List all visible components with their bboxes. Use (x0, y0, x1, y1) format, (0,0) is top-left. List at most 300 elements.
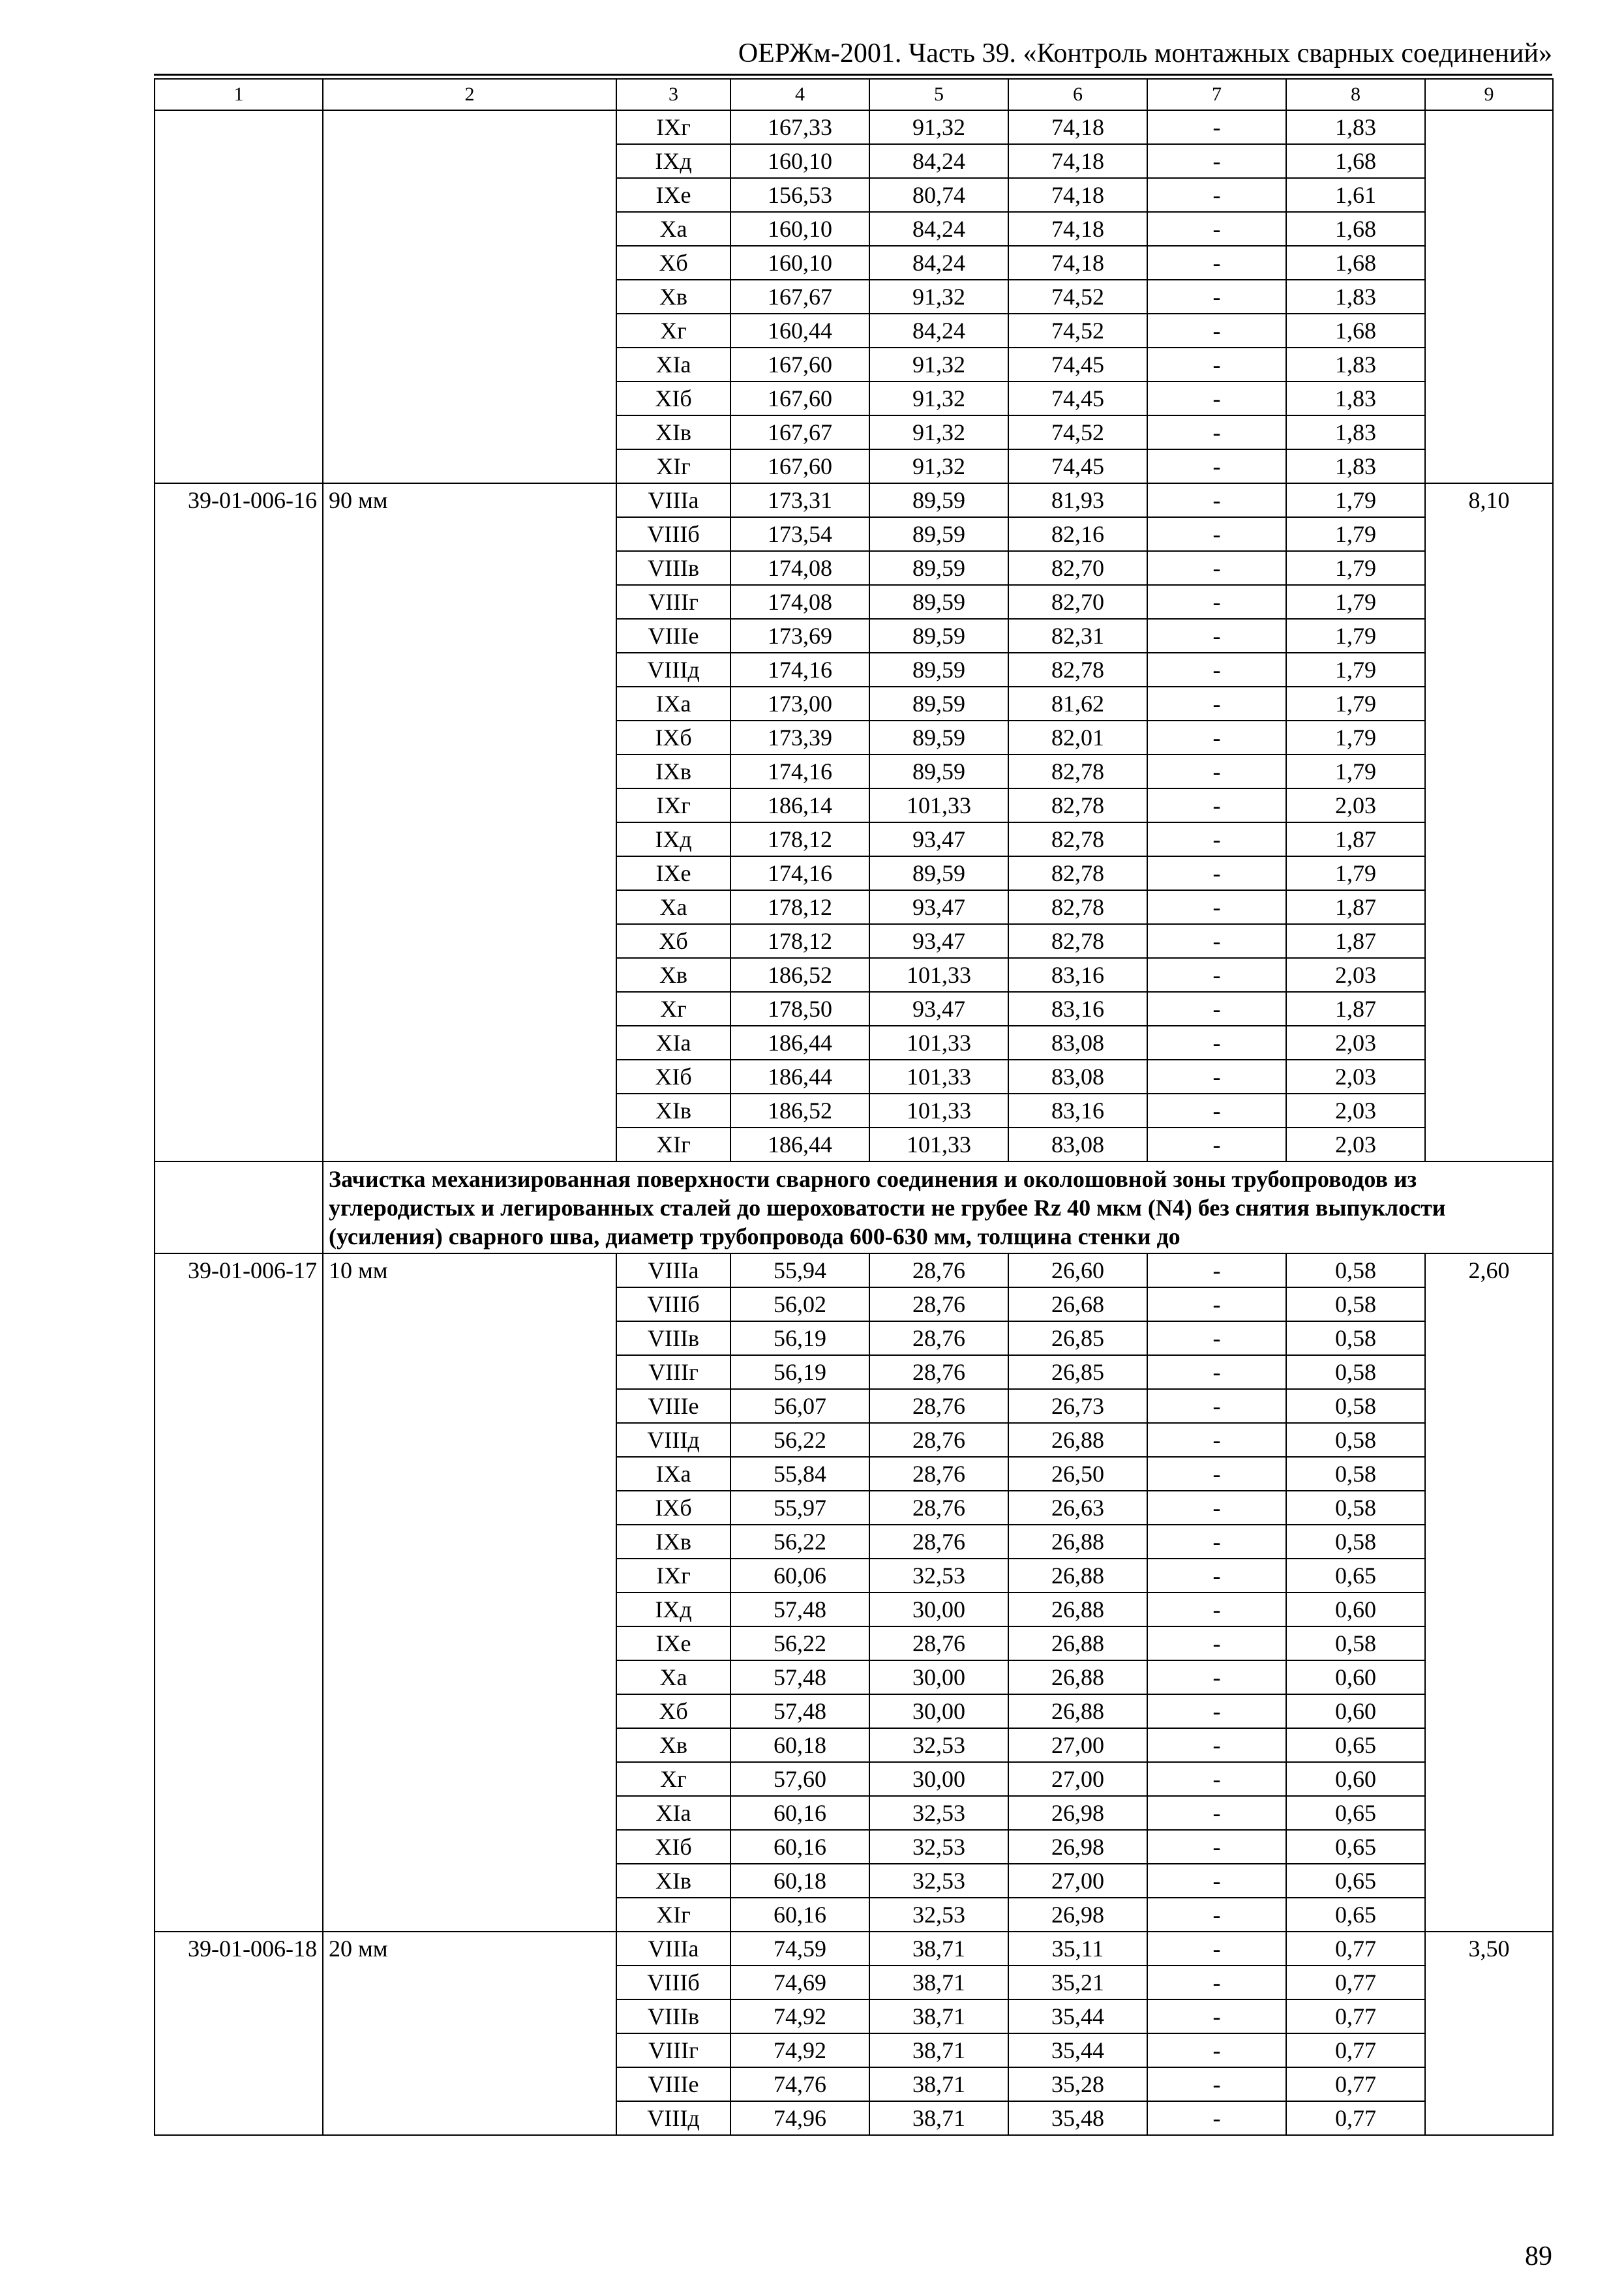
resource-group-cell: IXг (616, 788, 730, 822)
wage-cell: 38,71 (869, 1966, 1008, 1999)
labour-cell: 0,58 (1286, 1457, 1425, 1491)
machine-cost-cell: 74,52 (1008, 280, 1147, 314)
resource-group-cell: VIIIб (616, 1287, 730, 1321)
wage-cell: 30,00 (869, 1762, 1008, 1796)
wage-cell: 101,33 (869, 1094, 1008, 1128)
resource-group-cell: IXв (616, 755, 730, 788)
direct-cost-cell: 74,92 (730, 2033, 869, 2067)
resource-group-cell: VIIIе (616, 1389, 730, 1423)
labour-cell: 0,60 (1286, 1694, 1425, 1728)
wage-cell: 28,76 (869, 1626, 1008, 1660)
machine-cost-cell: 74,18 (1008, 246, 1147, 280)
wage-cell: 28,76 (869, 1321, 1008, 1355)
direct-cost-cell: 174,16 (730, 653, 869, 687)
labour-cell: 0,58 (1286, 1491, 1425, 1525)
machine-cost-cell: 26,88 (1008, 1593, 1147, 1626)
materials-cost-cell: - (1147, 246, 1286, 280)
labour-cell: 2,03 (1286, 1128, 1425, 1161)
column-number: 6 (1008, 79, 1147, 110)
materials-cost-cell: - (1147, 483, 1286, 517)
labour-cell: 1,87 (1286, 992, 1425, 1026)
machine-cost-cell: 82,78 (1008, 788, 1147, 822)
table-row (155, 110, 1553, 144)
machine-cost-cell: 82,78 (1008, 755, 1147, 788)
wage-cell: 84,24 (869, 314, 1008, 348)
labour-cell: 0,58 (1286, 1355, 1425, 1389)
wage-cell: 93,47 (869, 924, 1008, 958)
resource-group-cell: IXа (616, 687, 730, 721)
materials-cost-cell: - (1147, 788, 1286, 822)
machine-cost-cell: 35,28 (1008, 2067, 1147, 2101)
wage-cell: 91,32 (869, 348, 1008, 382)
labour-cell: 1,87 (1286, 924, 1425, 958)
machine-cost-cell: 83,08 (1008, 1128, 1147, 1161)
wage-cell: 89,59 (869, 585, 1008, 619)
direct-cost-cell: 167,67 (730, 415, 869, 449)
machine-cost-cell: 82,78 (1008, 924, 1147, 958)
materials-cost-cell: - (1147, 1389, 1286, 1423)
materials-cost-cell: - (1147, 517, 1286, 551)
wage-cell: 89,59 (869, 755, 1008, 788)
labour-cell: 1,87 (1286, 822, 1425, 856)
resource-group-cell: VIIIв (616, 1321, 730, 1355)
labour-cell: 0,77 (1286, 1999, 1425, 2033)
column-number: 9 (1425, 79, 1553, 110)
direct-cost-cell: 56,22 (730, 1525, 869, 1559)
labour-cell: 0,77 (1286, 1966, 1425, 1999)
labour-cell: 1,68 (1286, 144, 1425, 178)
machine-cost-cell: 82,70 (1008, 585, 1147, 619)
wage-cell: 101,33 (869, 958, 1008, 992)
wage-cell: 91,32 (869, 280, 1008, 314)
labour-cell: 1,83 (1286, 348, 1425, 382)
wage-cell: 38,71 (869, 1932, 1008, 1966)
direct-cost-cell: 56,22 (730, 1626, 869, 1660)
wage-cell: 101,33 (869, 788, 1008, 822)
labour-cell: 0,65 (1286, 1796, 1425, 1830)
wage-cell: 28,76 (869, 1253, 1008, 1287)
direct-cost-cell: 55,84 (730, 1457, 869, 1491)
labour-cell: 1,79 (1286, 517, 1425, 551)
header-rule (154, 74, 1552, 76)
wage-cell: 30,00 (869, 1660, 1008, 1694)
resource-group-cell: Xв (616, 280, 730, 314)
resource-group-cell: XIб (616, 382, 730, 415)
labour-cell: 0,58 (1286, 1287, 1425, 1321)
column-number: 7 (1147, 79, 1286, 110)
direct-cost-cell: 173,69 (730, 619, 869, 653)
wage-cell: 30,00 (869, 1694, 1008, 1728)
resource-group-cell: XIа (616, 348, 730, 382)
direct-cost-cell: 56,19 (730, 1321, 869, 1355)
materials-cost-cell: - (1147, 551, 1286, 585)
machine-cost-cell: 27,00 (1008, 1762, 1147, 1796)
materials-cost-cell: - (1147, 1999, 1286, 2033)
materials-cost-cell: - (1147, 1060, 1286, 1094)
machine-cost-cell: 82,31 (1008, 619, 1147, 653)
direct-cost-cell: 57,60 (730, 1762, 869, 1796)
materials-cost-cell: - (1147, 1796, 1286, 1830)
machine-cost-cell: 82,70 (1008, 551, 1147, 585)
machine-cost-cell: 74,45 (1008, 348, 1147, 382)
resource-group-cell: IXг (616, 1559, 730, 1593)
machine-cost-cell: 26,88 (1008, 1660, 1147, 1694)
labour-cell: 1,79 (1286, 585, 1425, 619)
materials-cost-cell: - (1147, 1694, 1286, 1728)
wage-cell: 84,24 (869, 212, 1008, 246)
wage-cell: 89,59 (869, 687, 1008, 721)
labour-cell: 0,60 (1286, 1593, 1425, 1626)
coefficient: 8,10 (1425, 483, 1553, 1161)
machine-cost-cell: 26,98 (1008, 1796, 1147, 1830)
wage-cell: 28,76 (869, 1423, 1008, 1457)
labour-cell: 1,87 (1286, 890, 1425, 924)
materials-cost-cell: - (1147, 2067, 1286, 2101)
machine-cost-cell: 27,00 (1008, 1864, 1147, 1898)
materials-cost-cell: - (1147, 2033, 1286, 2067)
wage-cell: 28,76 (869, 1457, 1008, 1491)
direct-cost-cell: 186,14 (730, 788, 869, 822)
resource-group-cell: Xа (616, 1660, 730, 1694)
wage-cell: 84,24 (869, 246, 1008, 280)
machine-cost-cell: 83,16 (1008, 992, 1147, 1026)
column-number-row (155, 79, 1553, 110)
labour-cell: 0,58 (1286, 1525, 1425, 1559)
wage-cell: 89,59 (869, 653, 1008, 687)
labour-cell: 1,83 (1286, 382, 1425, 415)
resource-group-cell: Xб (616, 246, 730, 280)
direct-cost-cell: 56,19 (730, 1355, 869, 1389)
direct-cost-cell: 74,96 (730, 2101, 869, 2135)
resource-group-cell: IXе (616, 178, 730, 212)
resource-group-cell: Xб (616, 1694, 730, 1728)
materials-cost-cell: - (1147, 1660, 1286, 1694)
direct-cost-cell: 178,12 (730, 822, 869, 856)
machine-cost-cell: 82,78 (1008, 856, 1147, 890)
column-number: 2 (323, 79, 616, 110)
direct-cost-cell: 60,16 (730, 1898, 869, 1932)
machine-cost-cell: 26,60 (1008, 1253, 1147, 1287)
materials-cost-cell: - (1147, 992, 1286, 1026)
wage-cell: 28,76 (869, 1355, 1008, 1389)
machine-cost-cell: 26,88 (1008, 1626, 1147, 1660)
materials-cost-cell: - (1147, 382, 1286, 415)
machine-cost-cell: 74,52 (1008, 415, 1147, 449)
resource-group-cell: VIIIг (616, 585, 730, 619)
wall-thickness: 10 мм (323, 1253, 616, 1932)
materials-cost-cell: - (1147, 415, 1286, 449)
running-header: ОЕРЖм-2001. Часть 39. «Контроль монтажных сварных соединений» (738, 38, 1552, 68)
wage-cell: 38,71 (869, 1999, 1008, 2033)
machine-cost-cell: 35,21 (1008, 1966, 1147, 1999)
resource-group-cell: XIг (616, 449, 730, 483)
wall-thickness: 20 мм (323, 1932, 616, 2135)
labour-cell: 1,79 (1286, 483, 1425, 517)
materials-cost-cell: - (1147, 1321, 1286, 1355)
machine-cost-cell: 74,45 (1008, 382, 1147, 415)
machine-cost-cell: 26,88 (1008, 1559, 1147, 1593)
wage-cell: 28,76 (869, 1287, 1008, 1321)
materials-cost-cell: - (1147, 1128, 1286, 1161)
rate-code (155, 110, 323, 483)
resource-group-cell: VIIIа (616, 483, 730, 517)
labour-cell: 1,68 (1286, 314, 1425, 348)
resource-group-cell: IXд (616, 1593, 730, 1626)
resource-group-cell: Xа (616, 212, 730, 246)
materials-cost-cell: - (1147, 755, 1286, 788)
direct-cost-cell: 174,08 (730, 551, 869, 585)
resource-group-cell: VIIIв (616, 551, 730, 585)
wage-cell: 89,59 (869, 721, 1008, 755)
column-number: 1 (155, 79, 323, 110)
coefficient: 3,50 (1425, 1932, 1553, 2135)
materials-cost-cell: - (1147, 1026, 1286, 1060)
direct-cost-cell: 167,60 (730, 449, 869, 483)
wage-cell: 32,53 (869, 1796, 1008, 1830)
resource-group-cell: XIа (616, 1796, 730, 1830)
materials-cost-cell: - (1147, 144, 1286, 178)
labour-cell: 1,83 (1286, 110, 1425, 144)
resource-group-cell: Xг (616, 1762, 730, 1796)
materials-cost-cell: - (1147, 348, 1286, 382)
machine-cost-cell: 83,08 (1008, 1026, 1147, 1060)
coefficient (1425, 110, 1553, 483)
machine-cost-cell: 26,68 (1008, 1287, 1147, 1321)
machine-cost-cell: 81,93 (1008, 483, 1147, 517)
labour-cell: 1,83 (1286, 280, 1425, 314)
materials-cost-cell: - (1147, 619, 1286, 653)
direct-cost-cell: 167,33 (730, 110, 869, 144)
resource-group-cell: XIв (616, 1864, 730, 1898)
wage-cell: 91,32 (869, 449, 1008, 483)
resource-group-cell: Xа (616, 890, 730, 924)
resource-group-cell: IXа (616, 1457, 730, 1491)
resource-group-cell: XIг (616, 1898, 730, 1932)
materials-cost-cell: - (1147, 822, 1286, 856)
machine-cost-cell: 26,98 (1008, 1898, 1147, 1932)
section-spacer (155, 1161, 323, 1253)
materials-cost-cell: - (1147, 1830, 1286, 1864)
materials-cost-cell: - (1147, 721, 1286, 755)
direct-cost-cell: 173,00 (730, 687, 869, 721)
page-number: 89 (1525, 2241, 1552, 2271)
labour-cell: 0,77 (1286, 2101, 1425, 2135)
direct-cost-cell: 60,16 (730, 1830, 869, 1864)
direct-cost-cell: 60,06 (730, 1559, 869, 1593)
rate-code: 39-01-006-17 (155, 1253, 323, 1932)
materials-cost-cell: - (1147, 1491, 1286, 1525)
materials-cost-cell: - (1147, 1355, 1286, 1389)
resource-group-cell: VIIIд (616, 1423, 730, 1457)
direct-cost-cell: 178,12 (730, 924, 869, 958)
labour-cell: 1,79 (1286, 687, 1425, 721)
wage-cell: 32,53 (869, 1559, 1008, 1593)
resource-group-cell: VIIIб (616, 1966, 730, 1999)
resource-group-cell: IXг (616, 110, 730, 144)
wage-cell: 84,24 (869, 144, 1008, 178)
wage-cell: 101,33 (869, 1060, 1008, 1094)
labour-cell: 1,61 (1286, 178, 1425, 212)
machine-cost-cell: 74,52 (1008, 314, 1147, 348)
resource-group-cell: IXе (616, 1626, 730, 1660)
materials-cost-cell: - (1147, 1898, 1286, 1932)
resource-group-cell: Xв (616, 1728, 730, 1762)
materials-cost-cell: - (1147, 958, 1286, 992)
direct-cost-cell: 55,97 (730, 1491, 869, 1525)
materials-cost-cell: - (1147, 212, 1286, 246)
wage-cell: 28,76 (869, 1389, 1008, 1423)
labour-cell: 0,58 (1286, 1423, 1425, 1457)
wage-cell: 93,47 (869, 890, 1008, 924)
machine-cost-cell: 74,18 (1008, 212, 1147, 246)
machine-cost-cell: 35,44 (1008, 1999, 1147, 2033)
resource-group-cell: XIа (616, 1026, 730, 1060)
resource-group-cell: IXд (616, 822, 730, 856)
labour-cell: 0,65 (1286, 1728, 1425, 1762)
resource-group-cell: Xб (616, 924, 730, 958)
materials-cost-cell: - (1147, 178, 1286, 212)
wage-cell: 89,59 (869, 483, 1008, 517)
direct-cost-cell: 173,54 (730, 517, 869, 551)
direct-cost-cell: 60,18 (730, 1728, 869, 1762)
direct-cost-cell: 186,44 (730, 1060, 869, 1094)
resource-group-cell: XIв (616, 1094, 730, 1128)
labour-cell: 1,83 (1286, 449, 1425, 483)
machine-cost-cell: 82,78 (1008, 822, 1147, 856)
machine-cost-cell: 26,73 (1008, 1389, 1147, 1423)
direct-cost-cell: 174,16 (730, 856, 869, 890)
machine-cost-cell: 26,88 (1008, 1525, 1147, 1559)
machine-cost-cell: 35,48 (1008, 2101, 1147, 2135)
wage-cell: 38,71 (869, 2033, 1008, 2067)
wall-thickness: 90 мм (323, 483, 616, 1161)
labour-cell: 1,68 (1286, 246, 1425, 280)
labour-cell: 1,79 (1286, 755, 1425, 788)
labour-cell: 2,03 (1286, 788, 1425, 822)
labour-cell: 1,79 (1286, 721, 1425, 755)
direct-cost-cell: 60,16 (730, 1796, 869, 1830)
materials-cost-cell: - (1147, 1094, 1286, 1128)
resource-group-cell: VIIIа (616, 1932, 730, 1966)
machine-cost-cell: 83,08 (1008, 1060, 1147, 1094)
labour-cell: 2,03 (1286, 1060, 1425, 1094)
direct-cost-cell: 156,53 (730, 178, 869, 212)
table-row (155, 1253, 1553, 1287)
direct-cost-cell: 186,52 (730, 1094, 869, 1128)
direct-cost-cell: 74,76 (730, 2067, 869, 2101)
resource-group-cell: VIIIг (616, 1355, 730, 1389)
wage-cell: 28,76 (869, 1525, 1008, 1559)
direct-cost-cell: 186,44 (730, 1128, 869, 1161)
labour-cell: 0,58 (1286, 1321, 1425, 1355)
table-row (155, 1932, 1553, 1966)
wage-cell: 30,00 (869, 1593, 1008, 1626)
direct-cost-cell: 160,10 (730, 246, 869, 280)
materials-cost-cell: - (1147, 1287, 1286, 1321)
labour-cell: 0,58 (1286, 1253, 1425, 1287)
materials-cost-cell: - (1147, 1423, 1286, 1457)
wage-cell: 101,33 (869, 1026, 1008, 1060)
wage-cell: 32,53 (869, 1864, 1008, 1898)
materials-cost-cell: - (1147, 653, 1286, 687)
resource-group-cell: XIв (616, 415, 730, 449)
coefficient: 2,60 (1425, 1253, 1553, 1932)
materials-cost-cell: - (1147, 110, 1286, 144)
direct-cost-cell: 57,48 (730, 1593, 869, 1626)
machine-cost-cell: 26,88 (1008, 1423, 1147, 1457)
materials-cost-cell: - (1147, 1728, 1286, 1762)
direct-cost-cell: 173,39 (730, 721, 869, 755)
materials-cost-cell: - (1147, 280, 1286, 314)
rates-table (154, 78, 1554, 2136)
materials-cost-cell: - (1147, 449, 1286, 483)
machine-cost-cell: 35,44 (1008, 2033, 1147, 2067)
table-row (155, 483, 1553, 517)
wage-cell: 91,32 (869, 382, 1008, 415)
labour-cell: 0,65 (1286, 1559, 1425, 1593)
direct-cost-cell: 57,48 (730, 1694, 869, 1728)
wage-cell: 89,59 (869, 551, 1008, 585)
wall-thickness (323, 110, 616, 483)
labour-cell: 0,77 (1286, 2033, 1425, 2067)
labour-cell: 1,79 (1286, 856, 1425, 890)
column-number: 5 (869, 79, 1008, 110)
labour-cell: 1,79 (1286, 619, 1425, 653)
machine-cost-cell: 26,98 (1008, 1830, 1147, 1864)
wage-cell: 93,47 (869, 822, 1008, 856)
section-title-row (155, 1161, 1553, 1253)
machine-cost-cell: 81,62 (1008, 687, 1147, 721)
labour-cell: 0,65 (1286, 1830, 1425, 1864)
column-number: 3 (616, 79, 730, 110)
resource-group-cell: VIIIг (616, 2033, 730, 2067)
direct-cost-cell: 160,10 (730, 212, 869, 246)
labour-cell: 0,60 (1286, 1762, 1425, 1796)
materials-cost-cell: - (1147, 1525, 1286, 1559)
column-number: 4 (730, 79, 869, 110)
resource-group-cell: VIIIб (616, 517, 730, 551)
direct-cost-cell: 60,18 (730, 1864, 869, 1898)
resource-group-cell: VIIIе (616, 619, 730, 653)
labour-cell: 2,03 (1286, 1026, 1425, 1060)
machine-cost-cell: 83,16 (1008, 1094, 1147, 1128)
materials-cost-cell: - (1147, 1626, 1286, 1660)
materials-cost-cell: - (1147, 890, 1286, 924)
wage-cell: 89,59 (869, 856, 1008, 890)
direct-cost-cell: 74,92 (730, 1999, 869, 2033)
labour-cell: 0,77 (1286, 2067, 1425, 2101)
machine-cost-cell: 74,18 (1008, 110, 1147, 144)
labour-cell: 1,79 (1286, 653, 1425, 687)
machine-cost-cell: 74,18 (1008, 144, 1147, 178)
machine-cost-cell: 26,88 (1008, 1694, 1147, 1728)
labour-cell: 2,03 (1286, 1094, 1425, 1128)
labour-cell: 0,60 (1286, 1660, 1425, 1694)
resource-group-cell: VIIIв (616, 1999, 730, 2033)
direct-cost-cell: 160,44 (730, 314, 869, 348)
labour-cell: 1,83 (1286, 415, 1425, 449)
wage-cell: 32,53 (869, 1830, 1008, 1864)
machine-cost-cell: 35,11 (1008, 1932, 1147, 1966)
resource-group-cell: IXб (616, 721, 730, 755)
labour-cell: 1,68 (1286, 212, 1425, 246)
wage-cell: 89,59 (869, 517, 1008, 551)
direct-cost-cell: 186,52 (730, 958, 869, 992)
table-body (155, 79, 1553, 2135)
direct-cost-cell: 167,60 (730, 348, 869, 382)
resource-group-cell: VIIIе (616, 2067, 730, 2101)
wage-cell: 28,76 (869, 1491, 1008, 1525)
